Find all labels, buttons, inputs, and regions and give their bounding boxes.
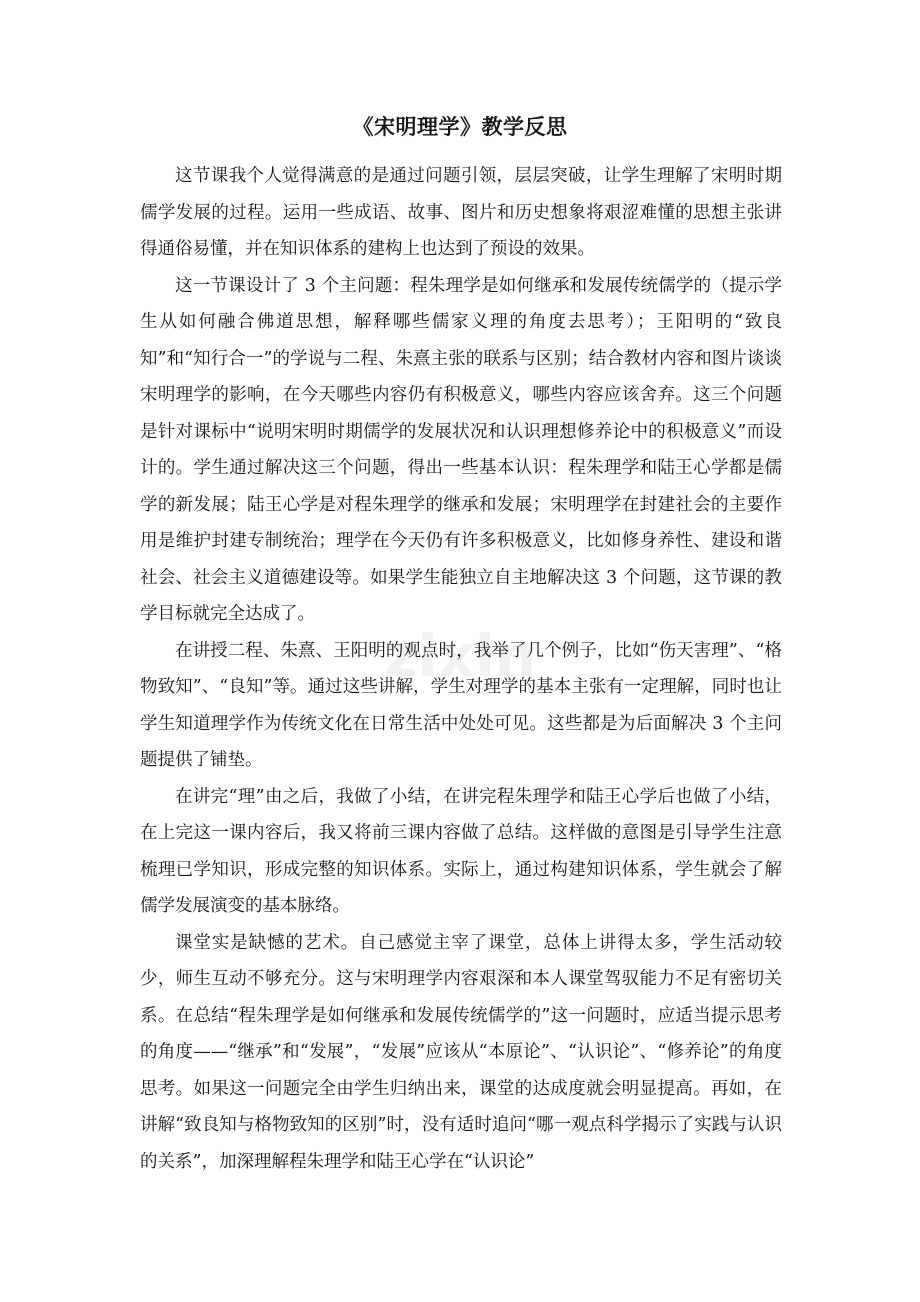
paragraph-5: 课堂实是缺憾的艺术。自己感觉主宰了课堂，总体上讲得太多，学生活动较少，师生互动不够充分。这与宋明理学内容艰深和本人课堂驾驭能力不足有密切关系。在总结“程朱理学是如何继承和发展传统儒学的”这一问题时，应适当提示思考的角度——“继承”和“发展”，“发展”应该从“本原论”、“认识论”、“修养论”的角度思考。如果这一问题完全由学生归纳出来，课堂的达成度就会明显提高。再如，在讲解“致良知与格物致知的区别”时，没有适时追问“哪一观点科学揭示了实践与认识的关系”，加深理解程朱理学和陆王心学在“认识论”	[140, 932, 782, 1172]
paragraph-1: 这节课我个人觉得满意的是通过问题引领，层层突破，让学生理解了宋明时期儒学发展的过程。运用一些成语、故事、图片和历史想象将艰涩难懂的思想主张讲得通俗易懂，并在知识体系的建构上也达到了预设的效果。	[140, 166, 782, 259]
paragraph-4: 在讲完“理”由之后，我做了小结，在讲完程朱理学和陆王心学后也做了小结，在上完这一课内容后，我又将前三课内容做了总结。这样做的意图是引导学生注意梳理已学知识，形成完整的知识体系。实际上，通过构建知识体系，学生就会了解儒学发展演变的基本脉络。	[140, 786, 782, 916]
document-title: 《宋明理学》教学反思	[352, 114, 568, 139]
document-body	[140, 158, 782, 1180]
paragraph-3: 在讲授二程、朱熹、王阳明的观点时，我举了几个例子，比如“伤天害理”、“格物致知”、“良知”等。通过这些讲解，学生对理学的基本主张有一定理解，同时也让学生知道理学作为传统文化在日常生活中处处可见。这些都是为后面解决 3 个主问题提供了铺垫。	[140, 640, 782, 770]
watermark: zixin	[383, 622, 537, 690]
paragraph-2: 这一节课设计了 3 个主问题：程朱理学是如何继承和发展传统儒学的（提示学生从如何融合佛道思想，解释哪些儒家义理的角度去思考）；王阳明的“致良知”和“知行合一”的学说与二程、朱熹主张的联系与区别；结合教材内容和图片谈谈宋明理学的影响，在今天哪些内容仍有积极意义，哪些内容应该舍弃。这三个问题是针对课标中“说明宋明时期儒学的发展状况和认识理想修养论中的积极意义”而设计的。学生通过解决这三个问题，得出一些基本认识：程朱理学和陆王心学都是儒学的新发展；陆王心学是对程朱理学的继承和发展；宋明理学在封建社会的主要作用是维护封建专制统治；理学在今天仍有许多积极意义，比如修身养性、建设和谐社会、社会主义道德建设等。如果学生能独立自主地解决这 3 个问题，这节课的教学目标就完全达成了。	[140, 275, 782, 624]
